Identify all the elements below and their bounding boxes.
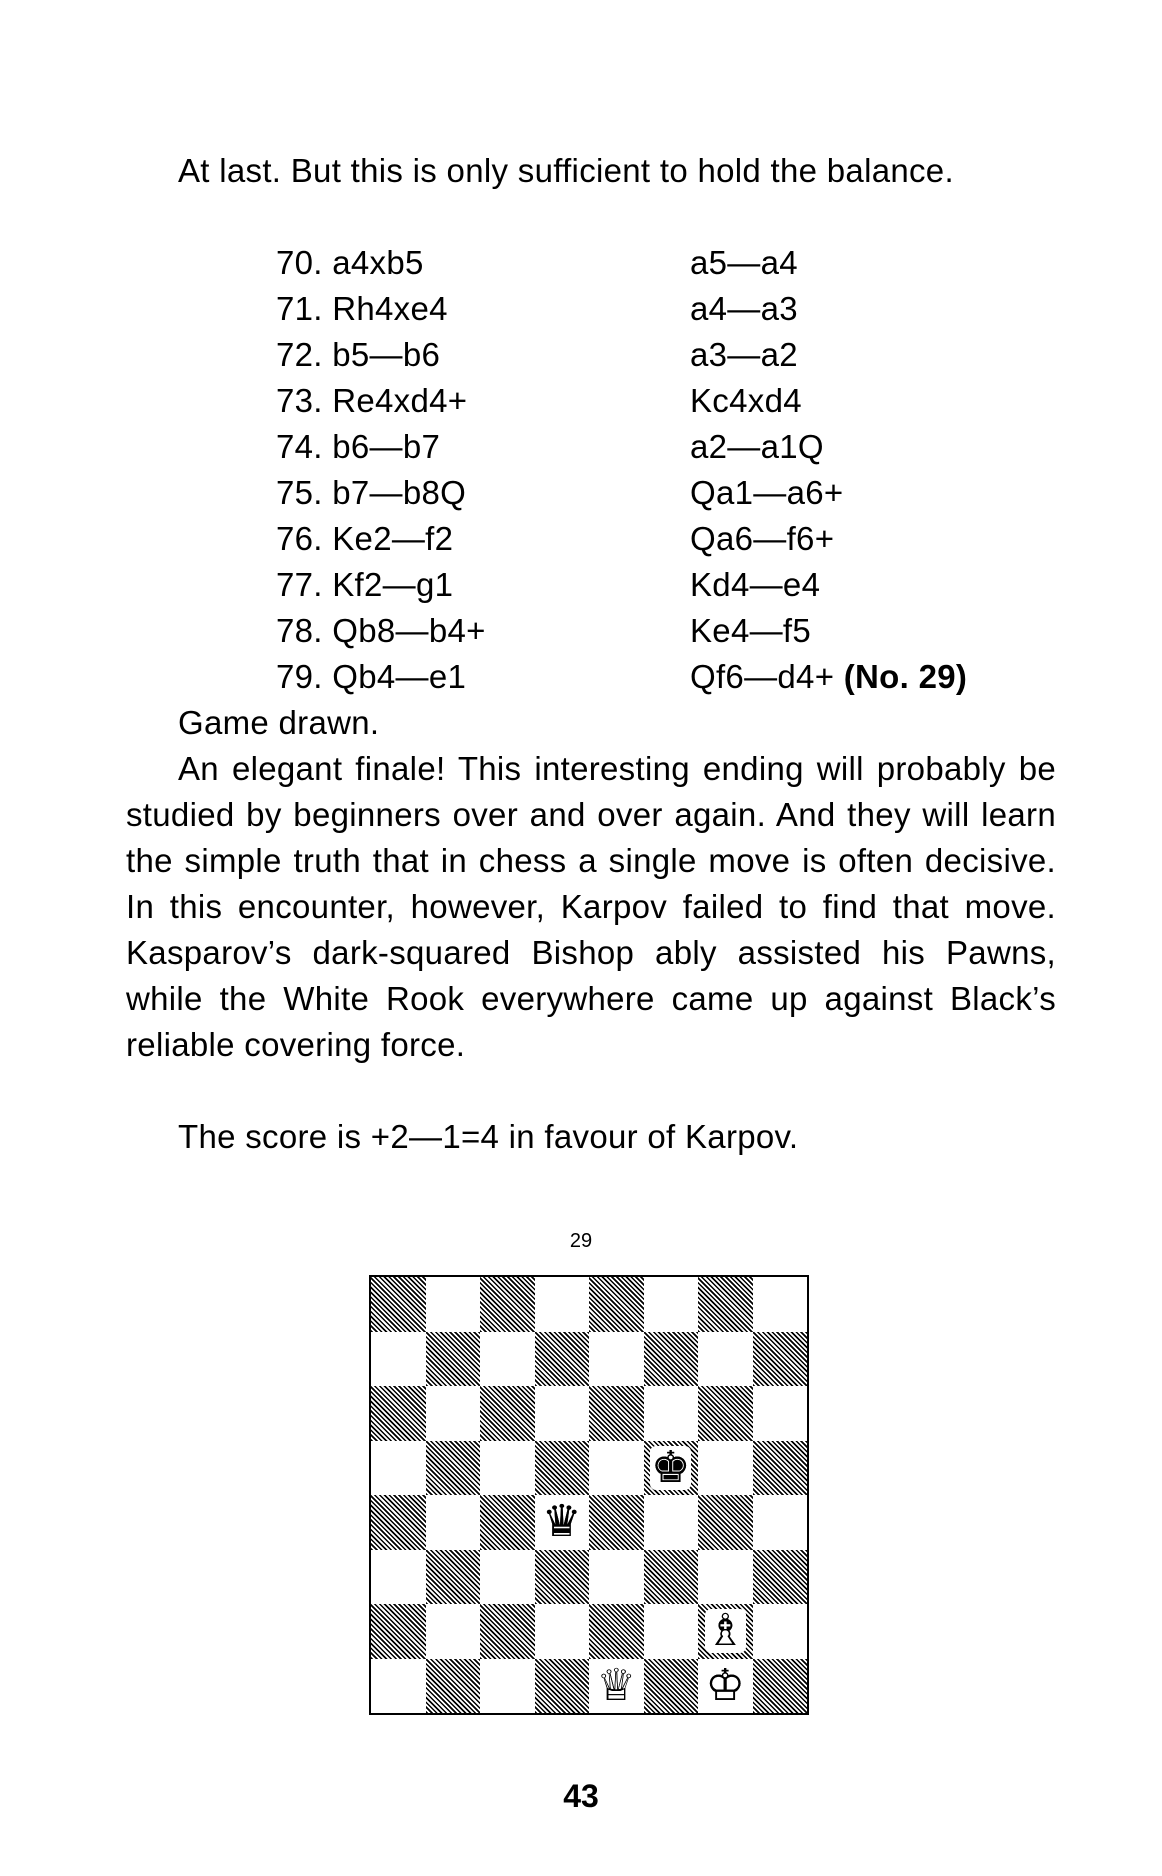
white-move: 72. b5—b6 bbox=[276, 336, 441, 373]
square-c5 bbox=[480, 1441, 535, 1496]
square-b1 bbox=[426, 1659, 481, 1714]
square-e7 bbox=[589, 1332, 644, 1387]
black-king-icon: ♚ bbox=[651, 1441, 691, 1493]
square-d3 bbox=[535, 1550, 590, 1605]
move-list bbox=[276, 240, 967, 700]
square-e4 bbox=[589, 1495, 644, 1550]
square-g5 bbox=[698, 1441, 753, 1496]
score-block bbox=[126, 1114, 1056, 1160]
black-move-text: a5—a4 bbox=[690, 244, 798, 281]
white-move: 76. Ke2—f2 bbox=[276, 520, 454, 557]
square-g1 bbox=[698, 1659, 753, 1714]
move-row bbox=[276, 424, 967, 470]
white-queen-icon: ♕ bbox=[596, 1659, 636, 1711]
intro-paragraph: At last. But this is only sufficient to hold the balance. bbox=[178, 152, 954, 189]
black-move bbox=[690, 332, 798, 378]
black-move-text: Ke4—f5 bbox=[690, 612, 812, 649]
square-b7 bbox=[426, 1332, 481, 1387]
white-move: 78. Qb8—b4+ bbox=[276, 612, 486, 649]
black-move-text: Qf6—d4+ bbox=[690, 658, 835, 695]
white-move: 79. Qb4—e1 bbox=[276, 658, 467, 695]
square-d1 bbox=[535, 1659, 590, 1714]
move-row bbox=[276, 470, 967, 516]
square-g4 bbox=[698, 1495, 753, 1550]
move-row bbox=[276, 654, 967, 700]
square-g6 bbox=[698, 1386, 753, 1441]
square-d5 bbox=[535, 1441, 590, 1496]
square-f6 bbox=[644, 1386, 699, 1441]
black-move-text: Kc4xd4 bbox=[690, 382, 802, 419]
white-move: 74. b6—b7 bbox=[276, 428, 441, 465]
square-f4 bbox=[644, 1495, 699, 1550]
square-e5 bbox=[589, 1441, 644, 1496]
square-a7 bbox=[371, 1332, 426, 1387]
square-h1 bbox=[753, 1659, 808, 1714]
move-row bbox=[276, 378, 967, 424]
score-line: The score is +2—1=4 in favour of Karpov. bbox=[178, 1118, 799, 1155]
game-result: Game drawn. bbox=[178, 704, 380, 741]
chess-diagram-board bbox=[369, 1275, 809, 1715]
square-c1 bbox=[480, 1659, 535, 1714]
square-f8 bbox=[644, 1277, 699, 1332]
white-move: 75. b7—b8Q bbox=[276, 474, 467, 511]
square-e2 bbox=[589, 1604, 644, 1659]
move-row bbox=[276, 608, 967, 654]
square-c7 bbox=[480, 1332, 535, 1387]
square-a1 bbox=[371, 1659, 426, 1714]
black-move-text: a3—a2 bbox=[690, 336, 798, 373]
square-d2 bbox=[535, 1604, 590, 1659]
white-move: 73. Re4xd4+ bbox=[276, 382, 468, 419]
square-a4 bbox=[371, 1495, 426, 1550]
black-move bbox=[690, 470, 843, 516]
square-h2 bbox=[753, 1604, 808, 1659]
square-b3 bbox=[426, 1550, 481, 1605]
black-move-text: Kd4—e4 bbox=[690, 566, 821, 603]
square-a3 bbox=[371, 1550, 426, 1605]
square-c8 bbox=[480, 1277, 535, 1332]
square-f3 bbox=[644, 1550, 699, 1605]
black-move-text: a2—a1Q bbox=[690, 428, 824, 465]
square-h6 bbox=[753, 1386, 808, 1441]
intro-paragraph-block bbox=[126, 148, 1056, 194]
white-king-icon: ♔ bbox=[705, 1659, 745, 1711]
square-b8 bbox=[426, 1277, 481, 1332]
square-e3 bbox=[589, 1550, 644, 1605]
square-e6 bbox=[589, 1386, 644, 1441]
square-a5 bbox=[371, 1441, 426, 1496]
square-b5 bbox=[426, 1441, 481, 1496]
square-f7 bbox=[644, 1332, 699, 1387]
black-move bbox=[690, 562, 820, 608]
square-h8 bbox=[753, 1277, 808, 1332]
square-a8 bbox=[371, 1277, 426, 1332]
move-row bbox=[276, 562, 967, 608]
move-row bbox=[276, 332, 967, 378]
black-move-text: Qa1—a6+ bbox=[690, 474, 844, 511]
comment-paragraph: An elegant finale! This interesting ending will probably be studied by beginners over and over again. And they will learn the simple truth that in chess a single move is often decisive. In this encounter, however, Karpov failed to find that move. Kasparov’s dark-squared Bishop ably assisted his Pawns, while the White Rook everywhere came up against Black’s reliable covering force. bbox=[126, 750, 1056, 1063]
square-g7 bbox=[698, 1332, 753, 1387]
square-f5 bbox=[644, 1441, 699, 1496]
black-move bbox=[690, 424, 824, 470]
black-move bbox=[690, 608, 811, 654]
square-f1 bbox=[644, 1659, 699, 1714]
square-e8 bbox=[589, 1277, 644, 1332]
square-g2 bbox=[698, 1604, 753, 1659]
black-move-text: Qa6—f6+ bbox=[690, 520, 835, 557]
square-c2 bbox=[480, 1604, 535, 1659]
square-c6 bbox=[480, 1386, 535, 1441]
square-e1 bbox=[589, 1659, 644, 1714]
move-row bbox=[276, 286, 967, 332]
black-move bbox=[690, 516, 834, 562]
square-d7 bbox=[535, 1332, 590, 1387]
white-bishop-icon: ♗ bbox=[705, 1605, 745, 1657]
square-g3 bbox=[698, 1550, 753, 1605]
square-h5 bbox=[753, 1441, 808, 1496]
black-move bbox=[690, 378, 802, 424]
black-move bbox=[690, 240, 798, 286]
black-queen-icon: ♛ bbox=[542, 1496, 582, 1548]
move-row bbox=[276, 516, 967, 562]
comment-block bbox=[126, 746, 1056, 1068]
diagram-number: 29 bbox=[569, 1230, 593, 1252]
square-h4 bbox=[753, 1495, 808, 1550]
white-move: 70. a4xb5 bbox=[276, 244, 424, 281]
square-b6 bbox=[426, 1386, 481, 1441]
square-h3 bbox=[753, 1550, 808, 1605]
square-h7 bbox=[753, 1332, 808, 1387]
square-a2 bbox=[371, 1604, 426, 1659]
square-d4 bbox=[535, 1495, 590, 1550]
square-c4 bbox=[480, 1495, 535, 1550]
square-f2 bbox=[644, 1604, 699, 1659]
page-number: 43 bbox=[563, 1778, 599, 1814]
black-move-text: a4—a3 bbox=[690, 290, 798, 327]
square-d8 bbox=[535, 1277, 590, 1332]
black-move bbox=[690, 654, 967, 700]
white-move: 77. Kf2—g1 bbox=[276, 566, 454, 603]
square-b2 bbox=[426, 1604, 481, 1659]
square-c3 bbox=[480, 1550, 535, 1605]
black-move bbox=[690, 286, 798, 332]
square-a6 bbox=[371, 1386, 426, 1441]
result-block bbox=[126, 700, 1056, 746]
square-b4 bbox=[426, 1495, 481, 1550]
move-row bbox=[276, 240, 967, 286]
square-g8 bbox=[698, 1277, 753, 1332]
white-move: 71. Rh4xe4 bbox=[276, 290, 448, 327]
diagram-reference: (No. 29) bbox=[843, 658, 968, 695]
square-d6 bbox=[535, 1386, 590, 1441]
